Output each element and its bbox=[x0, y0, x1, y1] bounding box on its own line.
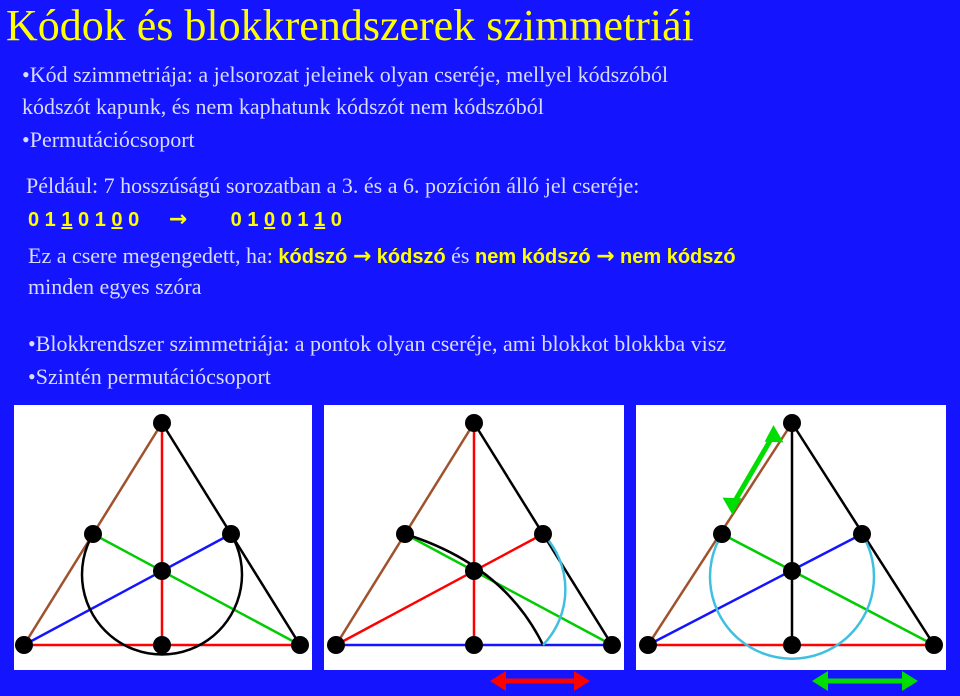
fano-plane-original bbox=[14, 405, 312, 670]
fano-plane-swapped bbox=[324, 405, 624, 670]
swap-condition-line2: minden egyes szóra bbox=[28, 274, 202, 299]
bullet-also-permutation-group: •Szintén permutációcsoport bbox=[28, 364, 271, 389]
swap-condition: Ez a csere megengedett, ha: kódszó → kódszó és nem kódszó → nem kódszó bbox=[28, 243, 736, 269]
bullet-permutation-group: •Permutációcsoport bbox=[22, 127, 195, 152]
code-after: 0 1 0 0 1 1 0 bbox=[230, 209, 342, 231]
code-before: 0 1 1 0 1 0 0 bbox=[28, 209, 140, 231]
bullet-code-symmetry-line2: kódszót kapunk, és nem kaphatunk kódszót nem kódszóból bbox=[22, 94, 544, 119]
page-title: Kódok és blokkrendszerek szimmetriái bbox=[6, 1, 694, 50]
bullet-code-symmetry-line1: •Kód szimmetriája: a jelsorozat jeleinek olyan cseréje, mellyel kódszóból bbox=[22, 62, 669, 87]
right-arrow-icon: → bbox=[596, 244, 615, 269]
example-text: Például: 7 hosszúságú sorozatban a 3. és a 6. pozíción álló jel cseréje: bbox=[26, 173, 640, 198]
red-swap-arrow-icon bbox=[488, 668, 592, 694]
right-arrow-icon: → bbox=[168, 207, 188, 232]
green-swap-arrow-icon bbox=[718, 420, 788, 520]
right-arrow-icon: → bbox=[352, 244, 372, 269]
fano-plane-block-symmetry bbox=[636, 405, 946, 670]
code-swap-example bbox=[28, 206, 342, 233]
green-horizontal-swap-arrow-icon bbox=[810, 668, 920, 694]
bullet-block-symmetry: •Blokkrendszer szimmetriája: a pontok olyan cseréje, ami blokkot blokkba visz bbox=[28, 331, 727, 356]
